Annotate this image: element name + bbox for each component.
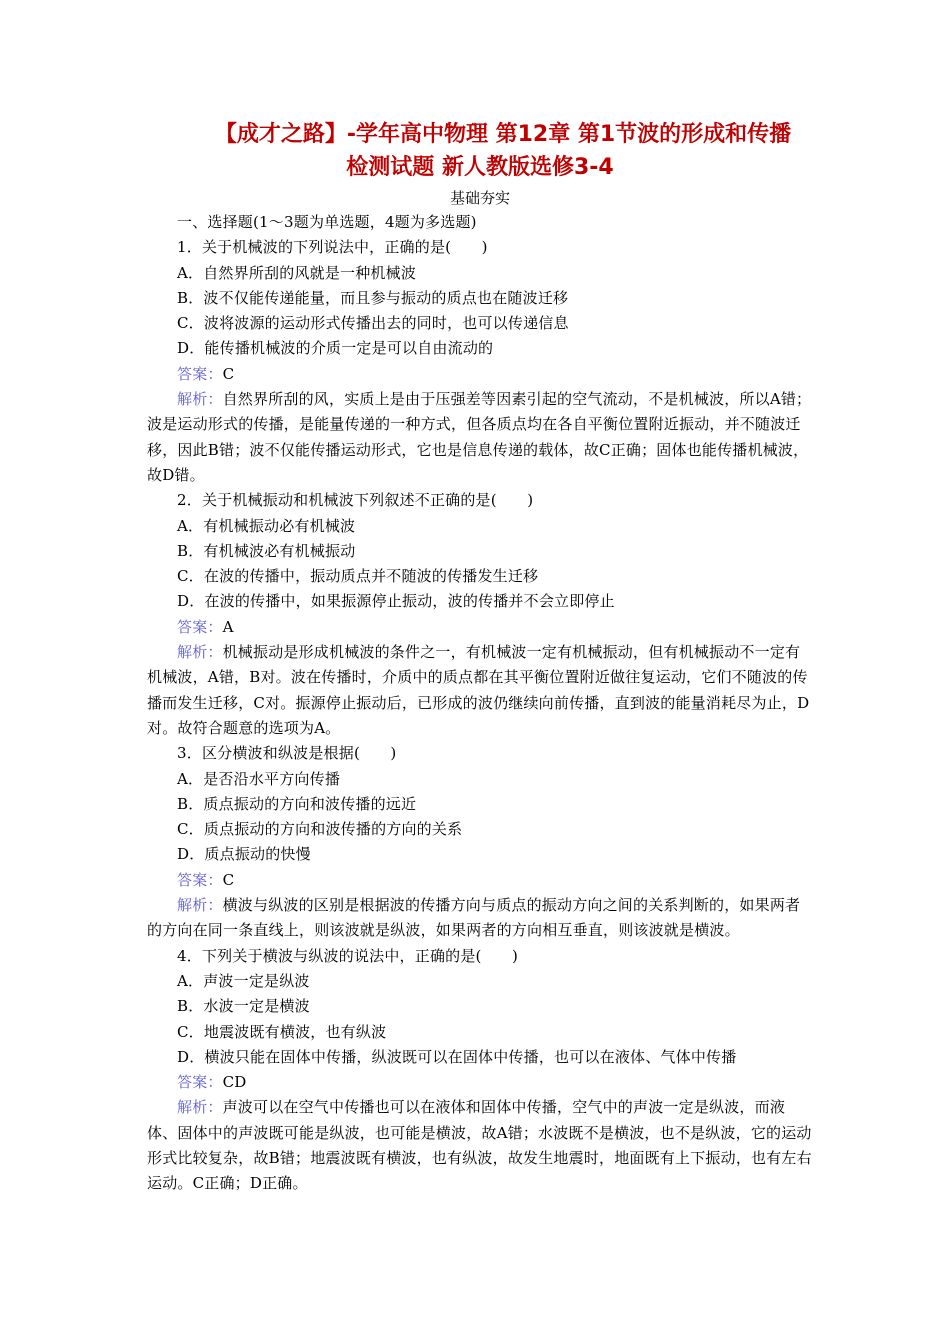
- answer-label: 答案：: [177, 1073, 223, 1092]
- option-b: B．质点振动的方向和波传播的远近: [177, 794, 417, 813]
- analysis-paragraph: [147, 387, 812, 488]
- analysis-label: 解析：: [177, 643, 223, 662]
- option-d: D．能传播机械波的介质一定是可以自由流动的: [177, 339, 494, 358]
- option-c: C．质点振动的方向和波传播的方向的关系: [177, 820, 463, 839]
- option-d: D．横波只能在固体中传播，纵波既可以在固体中传播，也可以在液体、气体中传播: [177, 1047, 737, 1066]
- option-b: B．有机械波必有机械振动: [177, 541, 356, 560]
- analysis-label: 解析：: [177, 1098, 223, 1117]
- option-a: A．声波一定是纵波: [177, 971, 310, 990]
- option-b: B．波不仅能传递能量，而且参与振动的质点也在随波迁移: [177, 288, 569, 307]
- answer-value: C: [222, 870, 235, 889]
- question-stem: 3．区分横波和纵波是根据( ): [177, 744, 397, 763]
- document-title-line2: 检测试题 新人教版选修3-4: [346, 155, 614, 180]
- section-heading: 基础夯实: [449, 189, 510, 207]
- answer-label: 答案：: [177, 870, 223, 889]
- question-stem: 2．关于机械振动和机械波下列叙述不正确的是( ): [177, 491, 534, 510]
- option-b: B．水波一定是横波: [177, 997, 310, 1016]
- option-d: D．在波的传播中，如果振源停止振动，波的传播并不会立即停止: [177, 592, 615, 611]
- option-c: C．波将波源的运动形式传播出去的同时，也可以传递信息: [177, 314, 569, 333]
- analysis-text: 机械振动是形成机械波的条件之一，有机械波一定有机械振动，但有机械振动不一定有机械波，A错，B对。波在传播时，介质中的质点都在其平衡位置附近做往复运动，它们不随波的传播而发生迁移，C对。振源停止振动后，已形成的波仍继续向前传播，直到波的能量消耗尽为止，D对。故符合题意的选项为A。: [147, 643, 810, 737]
- question-1: [147, 235, 812, 488]
- analysis-text: 横波与纵波的区别是根据波的传播方向与质点的振动方向之间的关系判断的，如果两者的方向在同一条直线上，则该波就是纵波，如果两者的方向相互垂直，则该波就是横波。: [147, 896, 801, 940]
- option-d: D．质点振动的快慢: [177, 845, 311, 864]
- analysis-paragraph: [147, 893, 812, 944]
- answer-value: C: [222, 364, 235, 383]
- analysis-label: 解析：: [177, 390, 223, 409]
- question-stem: 4．下列关于横波与纵波的说法中，正确的是( ): [177, 946, 519, 965]
- analysis-paragraph: [147, 640, 812, 741]
- question-4: [147, 944, 812, 1197]
- option-c: C．在波的传播中，振动质点并不随波的传播发生迁移: [177, 567, 539, 586]
- option-a: A．有机械振动必有机械波: [177, 516, 356, 535]
- answer-line: [147, 868, 812, 893]
- option-c: C．地震波既有横波，也有纵波: [177, 1022, 387, 1041]
- option-a: A．自然界所刮的风就是一种机械波: [177, 263, 417, 282]
- answer-label: 答案：: [177, 364, 223, 383]
- question-2: [147, 488, 812, 741]
- analysis-paragraph: [147, 1095, 812, 1196]
- answer-line: [147, 615, 812, 640]
- analysis-text: 自然界所刮的风，实质上是由于压强差等因素引起的空气流动，不是机械波，所以A错；波是运动形式的传播，是能量传递的一种方式，但各质点均在各自平衡位置附近振动，并不随波迁移，因此B错；波不仅能传播运动形式，它也是信息传递的载体，故C正确；固体也能传播机械波，故D错。: [147, 390, 812, 484]
- option-a: A．是否沿水平方向传播: [177, 769, 341, 788]
- answer-line: [147, 1070, 812, 1095]
- part-heading: 一、选择题(1～3题为单选题，4题为多选题): [177, 213, 477, 231]
- question-3: [147, 741, 812, 943]
- question-stem: 1．关于机械波的下列说法中，正确的是( ): [177, 238, 488, 257]
- answer-value: CD: [222, 1073, 247, 1092]
- analysis-label: 解析：: [177, 896, 223, 915]
- answer-value: A: [222, 617, 234, 636]
- document-body: [147, 210, 812, 1197]
- document-title-line1: 【成才之路】-学年高中物理 第12章 第1节波的形成和传播: [214, 122, 792, 147]
- answer-label: 答案：: [177, 617, 223, 636]
- answer-line: [147, 362, 812, 387]
- analysis-text: 声波可以在空气中传播也可以在液体和固体中传播，空气中的声波一定是纵波，而液体、固体中的声波既可能是纵波，也可能是横波，故A错；水波既不是横波，也不是纵波，它的运动形式比较复杂，故B错；地震波既有横波，也有纵波，故发生地震时，地面既有上下振动，也有左右运动。C正确；D正确。: [147, 1098, 812, 1193]
